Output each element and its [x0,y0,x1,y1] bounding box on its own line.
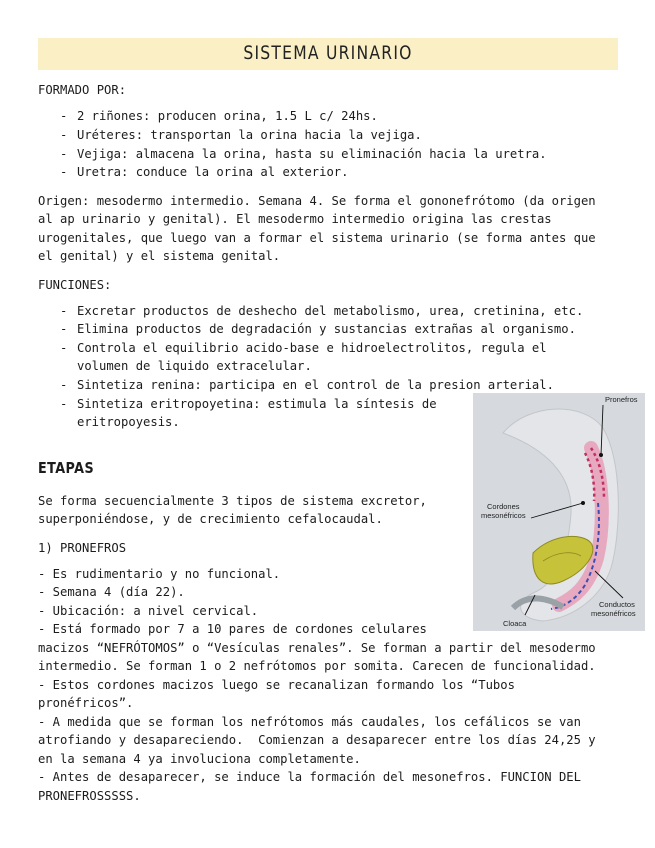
paragraph-line: atrofiando y desapareciendo. Comienzan a desaparecer entre los días 24,25 y [38,733,596,747]
paragraph-line: superponiéndose, y de crecimiento cefalocaudal. [38,512,383,526]
label-cloaca: Cloaca [503,619,527,628]
label-cordones-2: mesonéfricos [481,511,526,520]
paragraph-line: PRONEFROSSSSS. [38,789,141,803]
funciones-header: FUNCIONES: [38,278,112,292]
paragraph-line: - Semana 4 (día 22). [38,585,185,599]
paragraph-line: - Antes de desaparecer, se induce la formación del mesonefros. FUNCION DEL [38,770,581,784]
formado-header: FORMADO POR: [38,83,127,97]
paragraph-line: - Ubicación: a nivel cervical. [38,604,259,618]
paragraph-line: Origen: mesodermo intermedio. Semana 4. Se forma el gononefrótomo (da origen [38,194,596,208]
label-conductos-1: Conductos [599,600,635,609]
paragraph-line: macizos “NEFRÓTOMOS” o “Vesículas renales”. Se forman a partir del mesodermo [38,641,596,655]
label-conductos-2: mesonéfricos [591,609,636,618]
paragraph-line: - Estos cordones macizos luego se recanalizan formando los “Tubos [38,678,515,692]
page-title: SISTEMA URINARIO [243,42,413,64]
paragraph-line: pronéfricos”. [38,696,134,710]
pointer-dot [599,453,603,457]
paragraph-line: en la semana 4 ya involuciona completamente. [38,752,361,766]
paragraph-line: el genital) y el sistema genital. [38,249,281,263]
pronefros-heading: 1) PRONEFROS [38,541,127,555]
paragraph-line: - A medida que se forman los nefrótomos más caudales, los cefálicos se van [38,715,581,729]
title-banner [38,38,618,70]
etapas-heading: ETAPAS [38,459,95,477]
pointer-dot [581,501,585,505]
pronefros-illustration [473,393,645,631]
paragraph-line: urogenitales, que luego van a formar el sistema urinario (se forma antes que [38,231,596,245]
paragraph-line: - Está formado por 7 a 10 pares de cordones celulares [38,622,427,636]
paragraph-line: intermedio. Se forman 1 o 2 nefrótomos por somita. Carecen de funcionalidad. [38,659,596,673]
label-pronefros: Pronefros [605,395,638,404]
embryo-diagram [473,393,645,631]
paragraph-line: - Es rudimentario y no funcional. [38,567,281,581]
paragraph-line: Se forma secuencialmente 3 tipos de sistema excretor, [38,494,427,508]
label-cordones-1: Cordones [487,502,520,511]
paragraph-line: al ap urinario y genital). El mesodermo intermedio origina las crestas [38,212,552,226]
